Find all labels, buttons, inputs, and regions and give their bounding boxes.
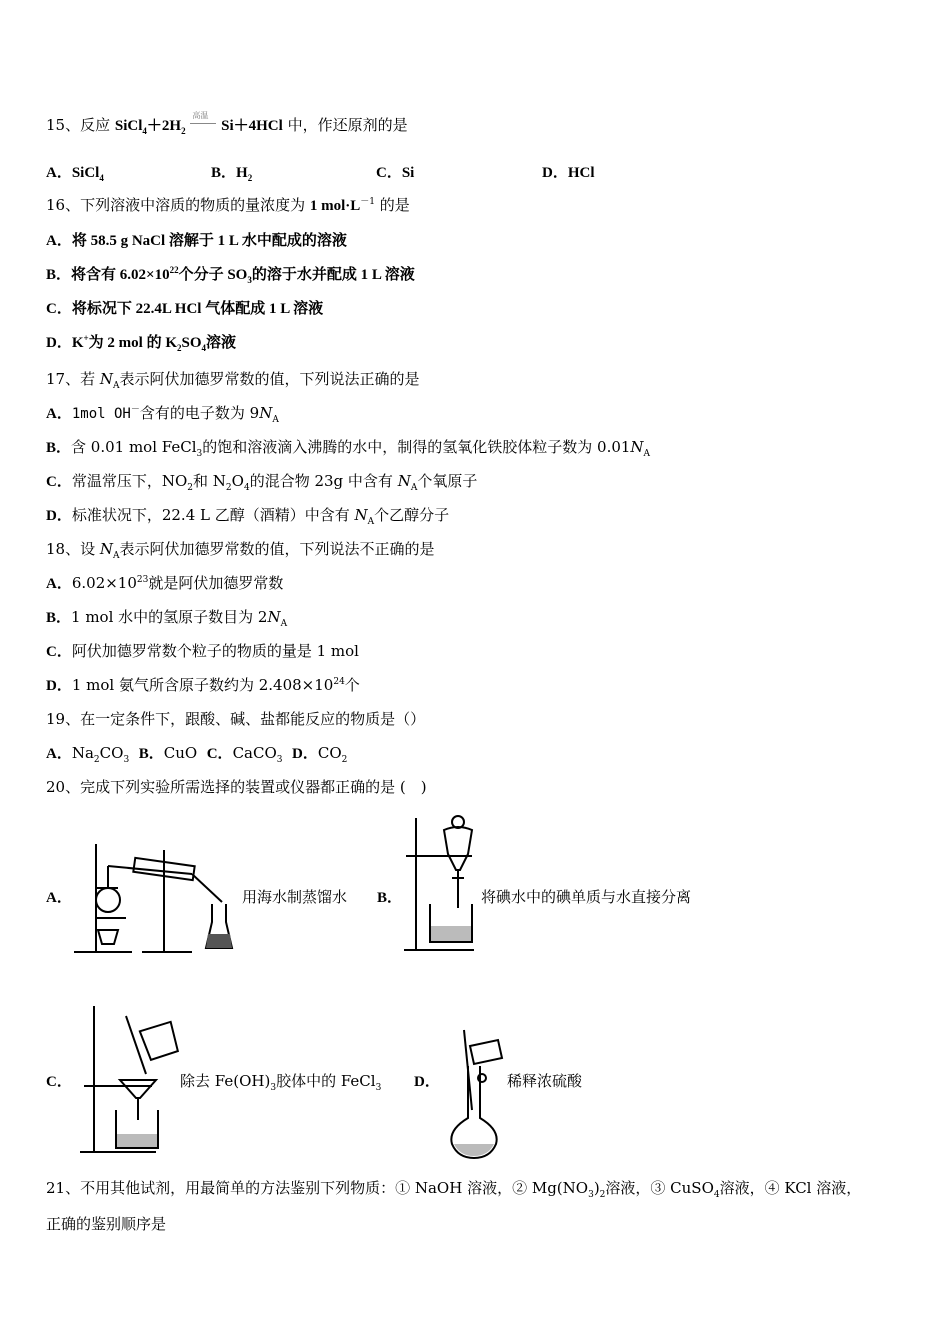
q15-option-c: C．Si (376, 165, 415, 181)
q20-option-d-caption: 稀释浓硫酸 (507, 1072, 583, 1090)
q16-option-d: D．K+为 2 mol 的 $K_2SO_4$溶液 (46, 333, 237, 353)
q20-stem: 20、完成下列实验所需选择的装置或仪器都正确的是 ( ) (46, 778, 427, 796)
q18-stem: 18、设 $N_A$表示阿伏加德罗常数的值，下列说法不正确的是 (46, 540, 435, 561)
q20-option-c-caption: 除去 $Fe(OH)_3$胶体中的 FeCl$_3$ (180, 1072, 382, 1093)
q21-stem-line2: 正确的鉴别顺序是 (46, 1215, 167, 1233)
q18-option-d: D．1 mol 氨气所含原子数约为 $2.408\times 10^{24}$个 (46, 676, 360, 694)
q15-stem: 15、反应 $SiCl_4+2H_2$ 高温 Si＋4HCl 中，作还原剂的是 (46, 111, 408, 136)
q18-option-c: C．阿伏加德罗常数个粒子的物质的量是 1 mol (46, 642, 359, 660)
q20-option-c-label: C． (46, 1074, 72, 1090)
q18-option-b: B．1 mol 水中的氢原子数目为 $2N_A$ (46, 608, 288, 629)
separatory-funnel-figure (402, 808, 478, 954)
q17-option-d: D．标准状况下，22.4 L 乙醇（酒精）中含有 $N_A$个乙醇分子 (46, 506, 450, 527)
q16-option-b: B．将含有 $6.02\times 10^{22}$个分子 $SO_3$的溶于水并配成 1 L 溶液 (46, 265, 415, 285)
q17-option-a: A．1mol OH－含有的电子数为 $9N_A$ (46, 404, 279, 425)
q16-stem: 16、下列溶液中溶质的物质的量浓度为 1 $mol\cdot L^{-1}$ 的是 (46, 196, 410, 214)
q19-stem: 19、在一定条件下，跟酸、碱、盐都能反应的物质是（） (46, 710, 426, 728)
q18-option-a: A．$6.02\times 10^{23}$就是阿伏加德罗常数 (46, 574, 284, 592)
q15-option-b: B．$H_2$ (211, 165, 253, 183)
volumetric-flask-figure (444, 1026, 506, 1160)
q19-options: A．$Na_2CO_3$ B．CuO C．CaCO$_3$ D．$CO_2$ (46, 744, 348, 765)
q17-option-b: B．含 0.01 mol FeCl$_3$的饱和溶液滴入沸腾的水中，制得的氢氧化铁胶体粒子数为 $0.01N_A$ (46, 438, 651, 459)
q16-option-c: C．将标况下 22.4L HCl 气体配成 1 L 溶液 (46, 301, 324, 317)
q21-stem: 21、不用其他试剂，用最简单的方法鉴别下列物质：① NaOH 溶液，② $Mg(NO_3)_2$溶液，③ CuSO$_4$溶液，④ KCl 溶液， (46, 1179, 862, 1200)
distillation-apparatus-figure (72, 830, 242, 956)
q17-option-c: C．常温常压下，$NO_2$和 $N_2O_4$的混合物 23g 中含有 $N_A$个氧原子 (46, 472, 478, 493)
q16-option-a: A．将 58.5 g NaCl 溶解于 1 L 水中配成的溶液 (46, 233, 347, 249)
q17-stem: 17、若 $N_A$表示阿伏加德罗常数的值，下列说法正确的是 (46, 370, 420, 391)
q20-option-b-caption: 将碘水中的碘单质与水直接分离 (481, 888, 692, 906)
q15-option-a: A．SiCl$_4$ (46, 165, 104, 183)
q20-option-a-caption: 用海水制蒸馏水 (242, 888, 348, 906)
reaction-condition-arrow: 高温 (190, 116, 216, 136)
q20-option-d-label: D． (414, 1074, 440, 1090)
q20-option-b-label: B． (377, 890, 403, 906)
filtration-apparatus-figure (76, 1002, 182, 1158)
q20-option-a-label: A． (46, 890, 72, 906)
q15-option-d: D．HCl (542, 165, 595, 181)
